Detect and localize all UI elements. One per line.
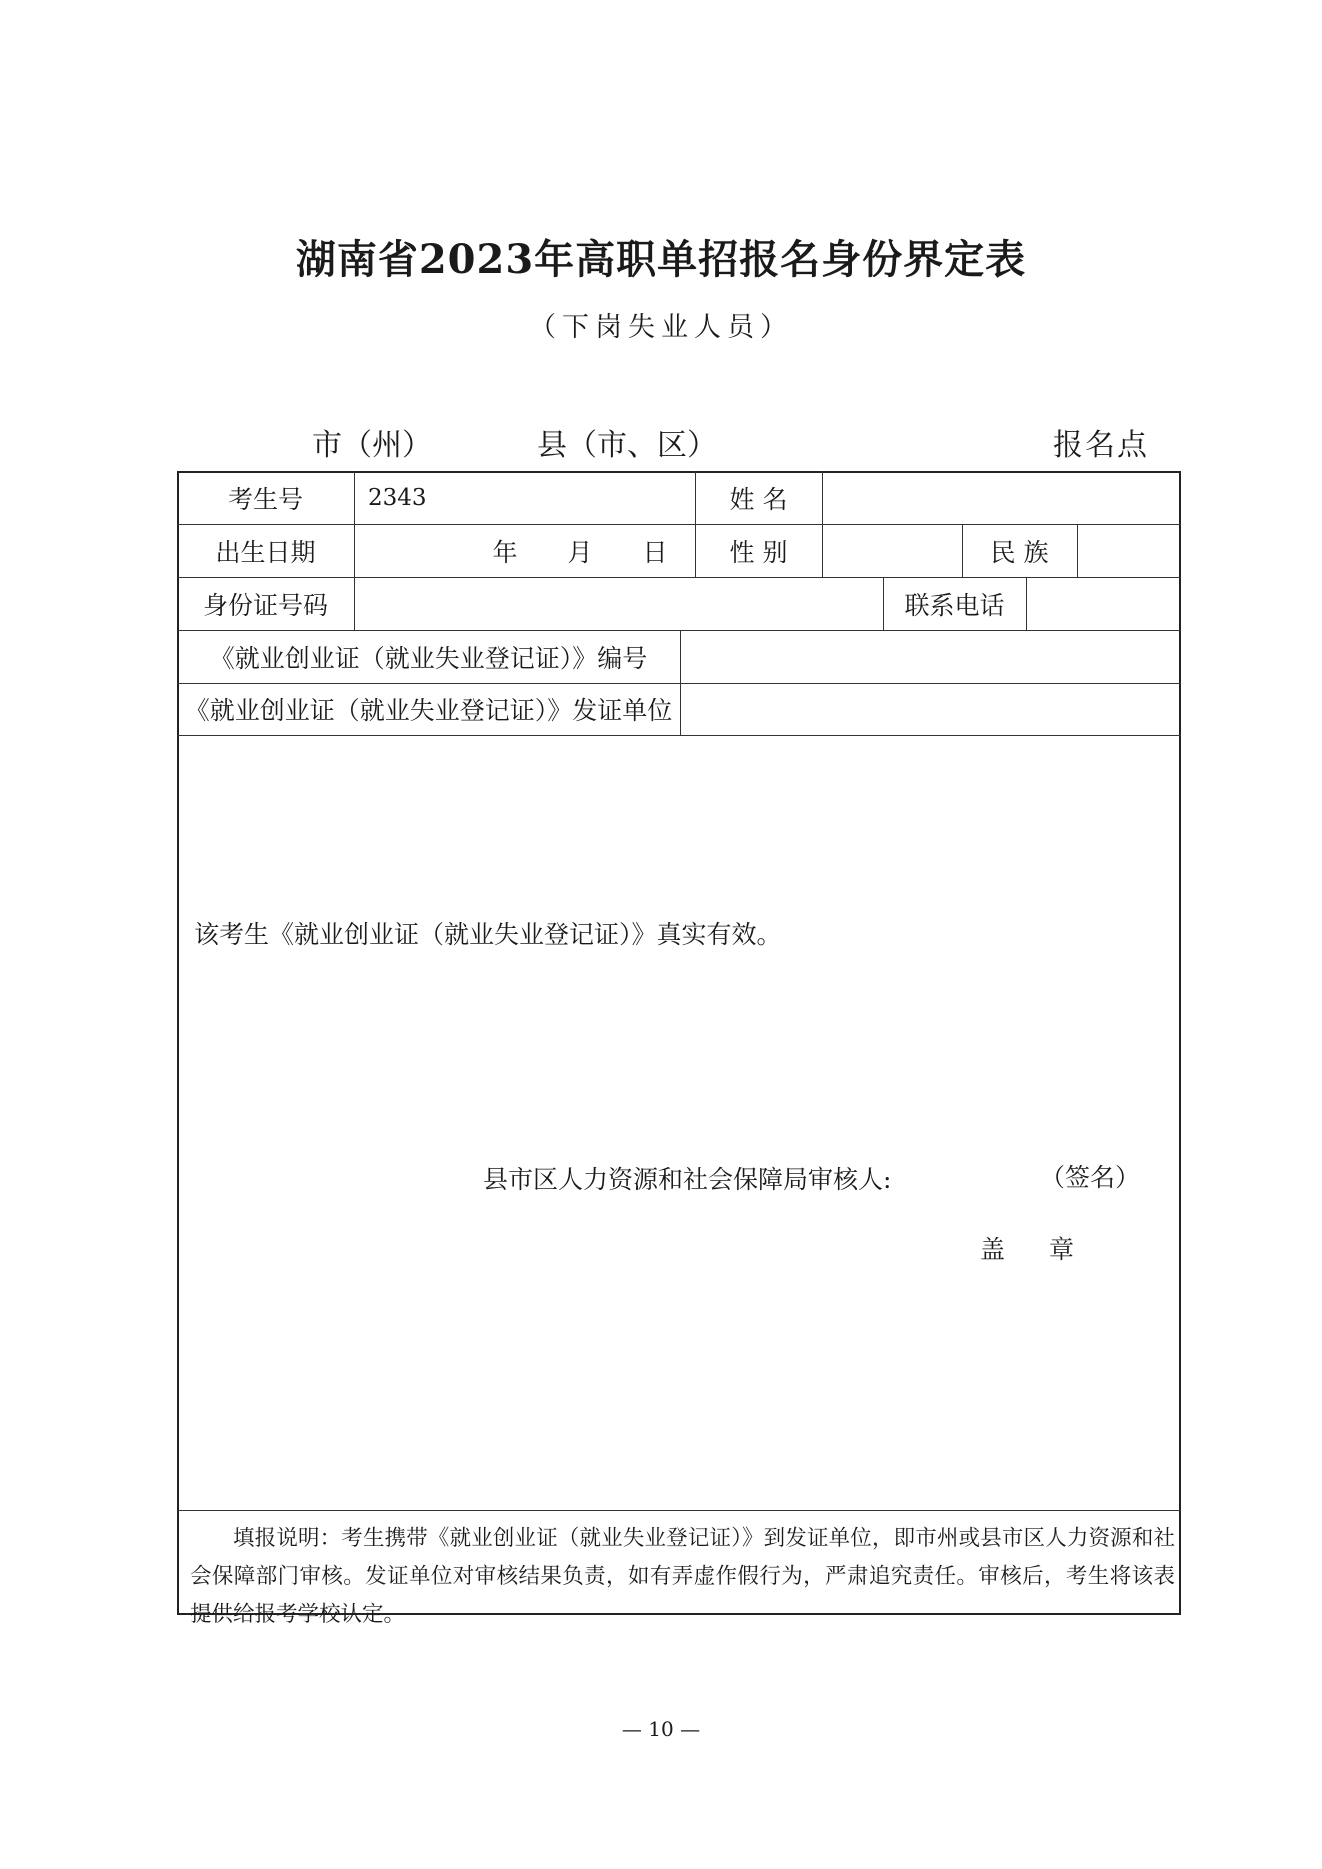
signature-label: （签名） [1040, 1163, 1141, 1192]
cert-number-field[interactable] [680, 630, 1181, 683]
id-number-field[interactable] [354, 577, 883, 630]
exam-number-field[interactable]: 2343 [368, 484, 427, 511]
seal-label: 盖 章 [980, 1235, 1092, 1264]
document-subtitle: （下岗失业人员） [529, 312, 793, 343]
county-label: 县（市、区） [537, 428, 717, 463]
filling-instructions: 填报说明：考生携带《就业创业证（就业失业登记证）》到发证单位，即市州或县市区人力资源和社会保障部门审核。发证单位对审核结果负责，如有弄虚作假行为，严肃追究责任。审核后，考生将该表提供给报考学校认定。 [190, 1526, 1175, 1627]
ethnicity-field[interactable] [1077, 524, 1181, 577]
gender-label: 性 别 [729, 537, 788, 567]
id-number-label: 身份证号码 [202, 590, 328, 620]
row-divider [177, 735, 1181, 736]
page-number: — 10 — [621, 1717, 701, 1741]
birth-date-field[interactable]: 年 月 日 [492, 537, 668, 567]
ethnicity-label: 民 族 [990, 537, 1049, 567]
registration-site-label: 报名点 [1053, 428, 1149, 463]
cert-issuer-label: 《就业创业证（就业失业登记证）》发证单位 [184, 696, 673, 725]
reviewer-label: 县市区人力资源和社会保障局审核人: [483, 1165, 892, 1194]
verification-statement: 该考生《就业创业证（就业失业登记证）》真实有效。 [194, 920, 782, 949]
name-label: 姓 名 [729, 484, 788, 514]
row-divider [177, 1510, 1181, 1511]
cert-issuer-field[interactable] [680, 683, 1181, 735]
city-label: 市（州） [312, 428, 432, 463]
birth-date-label: 出生日期 [215, 537, 316, 567]
name-field[interactable] [822, 471, 1181, 524]
phone-field[interactable] [1026, 577, 1181, 630]
document-title: 湖南省2023年高职单招报名身份界定表 [295, 236, 1027, 283]
exam-number-label: 考生号 [227, 484, 303, 514]
gender-field[interactable] [822, 524, 962, 577]
cert-number-label: 《就业创业证（就业失业登记证）》编号 [209, 643, 648, 673]
phone-label: 联系电话 [904, 590, 1005, 620]
